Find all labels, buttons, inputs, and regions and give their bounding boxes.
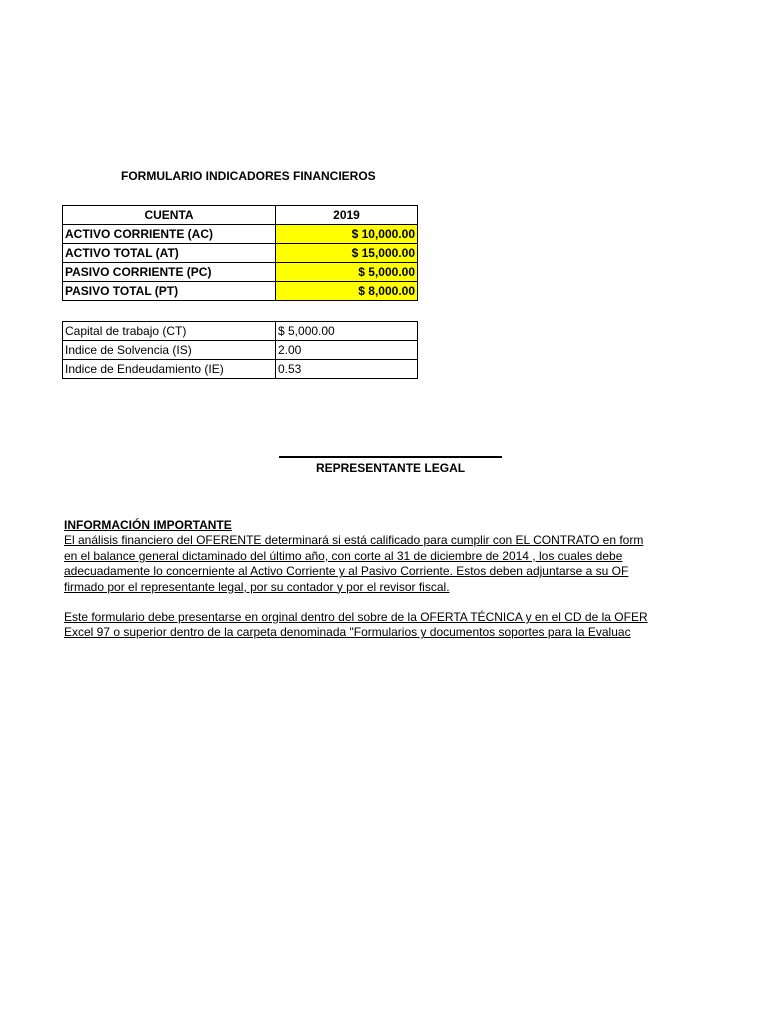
table-row	[63, 263, 418, 282]
table-row	[63, 244, 418, 263]
info-line: Este formulario debe presentarse en orginal dentro del sobre de la OFERTA TÉCNICA y en el CD de la OFER	[64, 610, 648, 625]
info-line: firmado por el representante legal, por su contador y por el revisor fiscal.	[64, 579, 450, 594]
account-label: PASIVO CORRIENTE (PC)	[63, 263, 276, 282]
account-value[interactable]: $ 15,000.00	[276, 244, 418, 263]
table-row	[63, 225, 418, 244]
indicator-value: $ 5,000.00	[276, 322, 418, 341]
account-label: PASIVO TOTAL (PT)	[63, 282, 276, 301]
info-line: adecuadamente lo concerniente al Activo Corriente y al Pasivo Corriente. Estos deben adjuntarse a su OF	[64, 564, 629, 579]
indicator-value: 0.53	[276, 360, 418, 379]
table-row	[63, 322, 418, 341]
account-value[interactable]: $ 8,000.00	[276, 282, 418, 301]
signature-label: REPRESENTANTE LEGAL	[315, 461, 466, 475]
important-info	[64, 518, 656, 641]
info-line: El análisis financiero del OFERENTE determinará si está calificado para cumplir con EL CONTRATO en form	[64, 533, 644, 548]
header-cuenta: CUENTA	[63, 206, 276, 225]
indicator-label: Indice de Endeudamiento (IE)	[63, 360, 276, 379]
header-year: 2019	[276, 206, 418, 225]
table-row	[63, 360, 418, 379]
indicator-label: Capital de trabajo (CT)	[63, 322, 276, 341]
indicator-label: Indice de Solvencia (IS)	[63, 341, 276, 360]
table-row	[63, 341, 418, 360]
info-line: Excel 97 o superior dentro de la carpeta denominada "Formularios y documentos soportes para la Evaluac	[64, 625, 631, 640]
important-info-heading: INFORMACIÓN IMPORTANTE	[64, 518, 232, 532]
account-label: ACTIVO TOTAL (AT)	[63, 244, 276, 263]
accounts-table	[62, 205, 418, 301]
indicators-table	[62, 321, 418, 379]
account-label: ACTIVO CORRIENTE (AC)	[63, 225, 276, 244]
form-title: FORMULARIO INDICADORES FINANCIEROS	[121, 169, 376, 183]
paragraph-spacer	[64, 595, 656, 610]
info-line: en el balance general dictaminado del último año, con corte al 31 de diciembre de 2014 , los cuales debe	[64, 548, 623, 563]
signature-line	[279, 456, 502, 458]
indicator-value: 2.00	[276, 341, 418, 360]
account-value[interactable]: $ 10,000.00	[276, 225, 418, 244]
table-row	[63, 282, 418, 301]
accounts-table-header	[63, 206, 418, 225]
account-value[interactable]: $ 5,000.00	[276, 263, 418, 282]
